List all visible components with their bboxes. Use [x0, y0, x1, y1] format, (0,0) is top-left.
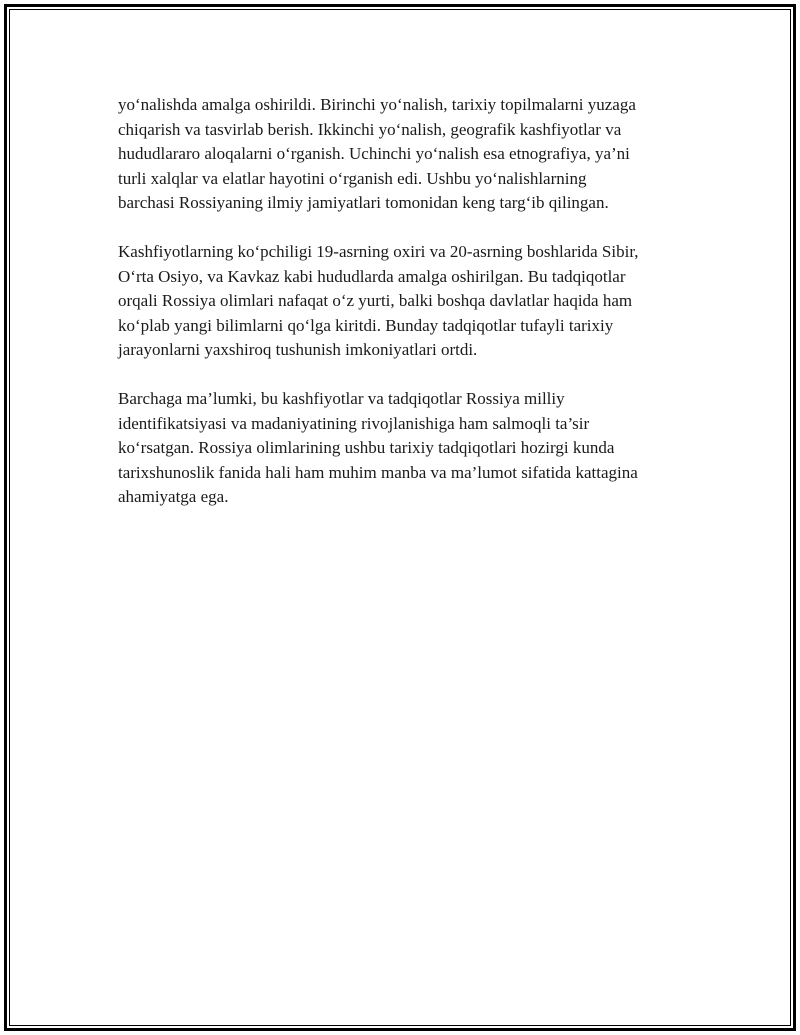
text-line: jarayonlarni yaxshiroq tushunish imkoniyatlari ortdi.: [118, 340, 478, 359]
paragraph-1: [118, 93, 698, 216]
text-line: hududlararo aloqalarni o‘rganish. Uchinchi yo‘nalish esa etnografiya, ya’ni: [118, 144, 630, 163]
text-line: O‘rta Osiyo, va Kavkaz kabi hududlarda amalga oshirilgan. Bu tadqiqotlar: [118, 266, 626, 286]
text-line: Kashfiyotlarning ko‘pchiligi 19-asrning oxiri va 20-asrning boshlarida Sibir,: [118, 242, 639, 261]
text-line: yo‘nalishda amalga oshirildi. Birinchi yo‘nalish, tarixiy topilmalarni yuzaga: [118, 95, 636, 114]
document-body: [118, 93, 698, 510]
text-line: tarixshunoslik fanida hali ham muhim manba va ma’lumot sifatida kattagina: [118, 462, 638, 482]
text-line: ko‘rsatgan. Rossiya olimlarining ushbu tarixiy tadqiqotlari hozirgi kunda: [118, 438, 615, 457]
text-line: barchasi Rossiyaning ilmiy jamiyatlari tomonidan keng targ‘ib qilingan.: [118, 193, 609, 212]
text-line: chiqarish va tasvirlab berish. Ikkinchi yo‘nalish, geografik kashfiyotlar va: [118, 119, 622, 139]
text-line: ko‘plab yangi bilimlarni qo‘lga kiritdi. Bunday tadqiqotlar tufayli tarixiy: [118, 315, 614, 335]
text-line: orqali Rossiya olimlari nafaqat o‘z yurti, balki boshqa davlatlar haqida ham: [118, 291, 633, 310]
paragraph-3: [118, 387, 698, 510]
text-line: Barchaga ma’lumki, bu kashfiyotlar va tadqiqotlar Rossiya milliy: [118, 389, 565, 408]
text-line: identifikatsiyasi va madaniyatining rivojlanishiga ham salmoqli ta’sir: [118, 413, 590, 433]
text-line: turli xalqlar va elatlar hayotini o‘rganish edi. Ushbu yo‘nalishlarning: [118, 168, 587, 188]
text-line: ahamiyatga ega.: [118, 487, 229, 506]
paragraph-2: [118, 240, 698, 363]
